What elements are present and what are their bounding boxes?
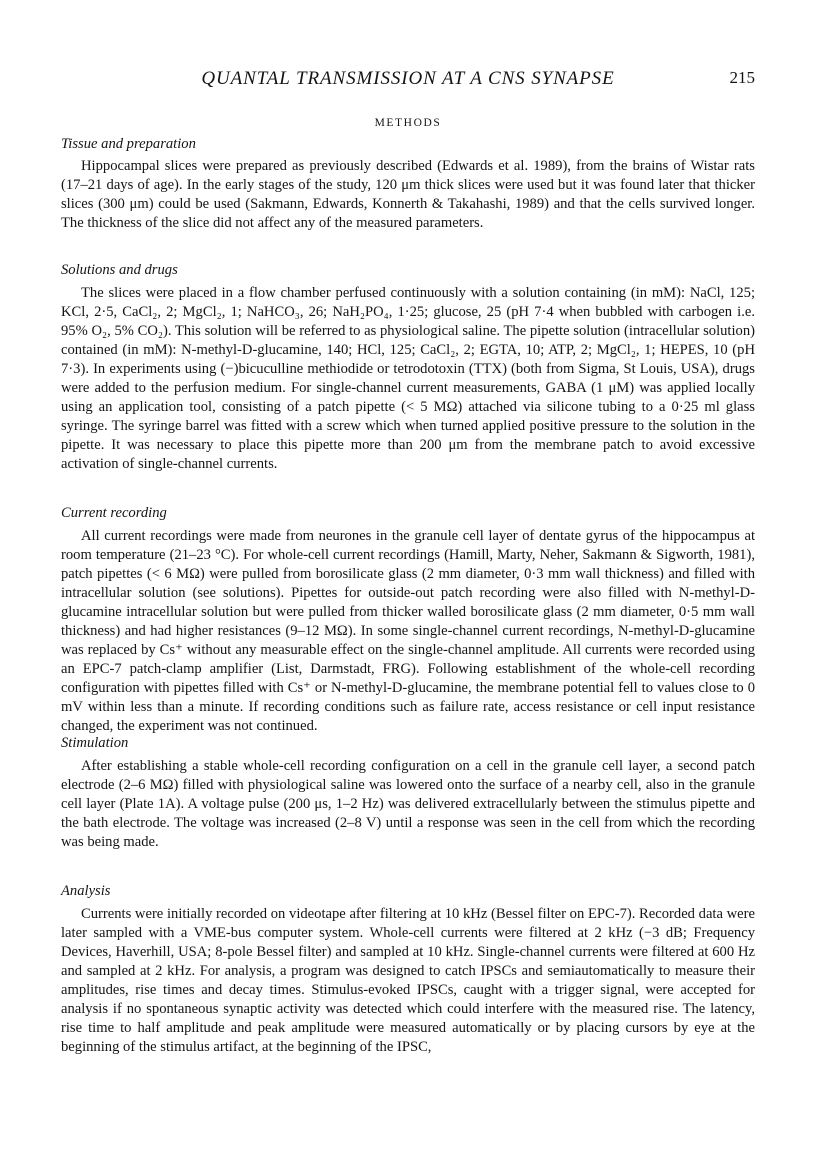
paragraph-analysis: Currents were initially recorded on videotape after filtering at 10 kHz (Bessel filter on EPC-7). Recorded data were later sampled with a VME-bus computer system. Whole-cell currents were filtered at 2 kHz (−3 dB; Frequency Devices, Haverhill, USA; 8-pole Bessel filter) and sampled at 10 kHz. Single-channel currents were filtered at 600 Hz and sampled at 2 kHz. For analysis, a program was designed to catch IPSCs and semiautomatically to measure their amplitudes, rise times and decay times. Stimulus-evoked IPSCs, caught with a trigger signal, were accepted for analysis if no spontaneous synaptic activity was detected which could interfere with the measured rise. The latency, rise time to half amplitude and peak amplitude were measured automatically or by placing cursors by eye at the beginning of the stimulus artifact, at the beginning of the IPSC, (61, 906, 755, 1055)
running-title: QUANTAL TRANSMISSION AT A CNS SYNAPSE (201, 68, 615, 89)
subheading-stimulation: Stimulation (61, 735, 129, 751)
subheading-analysis: Analysis (61, 883, 111, 899)
subheading-solutions-and-drugs: Solutions and drugs (61, 262, 178, 278)
paragraph-solutions-and-drugs: The slices were placed in a flow chamber perfused continuously with a solution containing (in mM): NaCl, 125; KCl, 2·5, CaCl₂, 2; MgCl₂, 1; NaHCO₃, 26; NaH₂PO₄, 1·25; glucose, 25 (pH 7·4 when bubbled with carbogen i.e. 95% O₂, 5% CO₂). This solution will be referred to as physiological saline. The pipette solution (intracellular solution) contained (in mM): N-methyl-D-glucamine, 140; HCl, 125; CaCl₂, 2; EGTA, 10; ATP, 2; MgCl₂, 1; HEPES, 10 (pH 7·3). In experiments using (−)bicuculline methiodide or tetrodotoxin (TTX) (both from Sigma, St Louis, USA), drugs were added to the perfusion medium. For single-channel current measurements, GABA (1 μM) was applied locally using an application tool, consisting of a patch pipette (< 5 MΩ) attached via silicone tubing to a 0·25 ml glass syringe. The syringe barrel was fitted with a screw which when turned applied positive pressure to the solution in the pipette. It was necessary to place this pipette more than 200 μm from the membrane patch to avoid excessive activation of single-channel currents. (61, 285, 755, 472)
running-header (61, 68, 755, 92)
paragraph-current-recording: All current recordings were made from neurones in the granule cell layer of dentate gyrus of the hippocampus at room temperature (21–23 °C). For whole-cell current recordings (Hamill, Marty, Neher, Sakmann & Sigworth, 1981), patch pipettes (< 6 MΩ) were pulled from borosilicate glass (2 mm diameter, 0·3 mm wall thickness) and filled with intracellular solution (see solutions). Pipettes for outside-out patch recording were also filled with N-methyl-D-glucamine intracellular solution but were pulled from thicker walled borosilicate glass (2 mm diameter, 0·5 mm wall thickness) and had higher resistances (9–12 MΩ). In some single-channel current recordings, N-methyl-D-glucamine was replaced by Cs⁺ without any measurable effect on the single-channel amplitude. All currents were recorded using an EPC-7 patch-clamp amplifier (List, Darmstadt, FRG). Following establishment of the whole-cell recording configuration with pipettes filled with Cs⁺ or N-methyl-D-glucamine, the membrane potential fell to values close to 0 mV within less than a minute. If recording conditions such as failure rate, access resistance or cell input resistance changed, the experiment was not continued. (61, 528, 755, 734)
section-title-methods: METHODS (374, 117, 442, 129)
page-number: 215 (729, 68, 755, 87)
subheading-tissue-and-preparation: Tissue and preparation (61, 136, 196, 152)
subheading-current-recording: Current recording (61, 505, 167, 521)
paragraph-tissue-and-preparation: Hippocampal slices were prepared as previously described (Edwards et al. 1989), from the brains of Wistar rats (17–21 days of age). In the early stages of the study, 120 μm thick slices were used but it was found later that thicker slices (300 μm) could be used (Sakmann, Edwards, Konnerth & Takahashi, 1989) and that the cells survived longer. The thickness of the slice did not affect any of the measured parameters. (61, 158, 755, 231)
paragraph-stimulation: After establishing a stable whole-cell recording configuration on a cell in the granule cell layer, a second patch electrode (2–6 MΩ) filled with physiological saline was lowered onto the surface of a nearby cell, also in the granule cell layer (Plate 1A). A voltage pulse (200 μs, 1–2 Hz) was delivered extracellularly between the stimulus pipette and the bath electrode. The voltage was increased (2–8 V) until a response was seen in the cell from which the recording was being made. (61, 758, 755, 850)
